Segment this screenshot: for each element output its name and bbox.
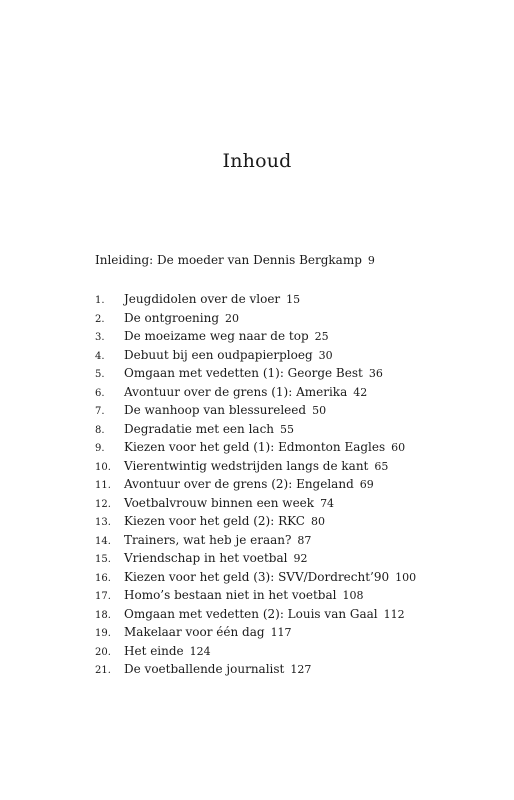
chapter-page-number: 112	[383, 607, 405, 621]
chapter-page-number: 80	[310, 515, 325, 528]
chapter-number: 19.	[95, 628, 111, 639]
chapter-page-number: 92	[293, 552, 308, 565]
chapter-number: 3.	[95, 332, 105, 343]
chapter-title: Jeugdidolen over de vloer	[124, 292, 281, 306]
chapter-number: 14.	[95, 535, 111, 547]
chapter-page-number: 25	[314, 330, 329, 343]
page-title: Inhoud	[222, 150, 292, 172]
chapter-title: Degradatie met een lach	[124, 421, 275, 436]
chapter-title: Vierentwintig wedstrijden langs de kant	[124, 458, 369, 473]
toc-entry	[95, 383, 416, 402]
chapter-title: Trainers, wat heb je eraan?	[124, 532, 292, 547]
chapter-number: 7.	[95, 406, 105, 417]
toc-entry	[95, 642, 416, 661]
toc-entry	[95, 494, 416, 513]
chapter-number: 1.	[95, 295, 105, 306]
chapter-title: Het einde	[124, 643, 184, 658]
chapter-page-number: 30	[318, 348, 333, 362]
chapter-number: 13.	[95, 517, 111, 528]
toc-entry	[95, 420, 416, 439]
chapter-number: 11.	[95, 480, 111, 491]
chapter-page-number: 42	[353, 385, 368, 399]
chapter-title: Debuut bij een oudpapierploeg	[124, 347, 313, 362]
chapter-page-number: 55	[280, 422, 295, 436]
toc-entry	[95, 512, 416, 531]
chapter-number: 12.	[95, 498, 111, 510]
chapter-page-number: 124	[189, 644, 211, 658]
intro-title: Inleiding: De moeder van Dennis Bergkamp	[95, 253, 362, 267]
toc-intro-entry	[95, 253, 375, 267]
chapter-page-number: 69	[359, 478, 374, 491]
chapter-page-number: 87	[297, 533, 312, 547]
chapter-title: Avontuur over de grens (1): Amerika	[124, 384, 348, 399]
chapter-title: De moeizame weg naar de top	[124, 329, 309, 343]
toc-entry	[95, 364, 416, 383]
toc-entry	[95, 457, 416, 476]
toc-entry	[95, 623, 416, 642]
chapter-number: 15.	[95, 554, 111, 565]
toc-entry	[95, 549, 416, 568]
toc-entry	[95, 290, 416, 309]
chapter-number: 16.	[95, 572, 111, 584]
toc-entry	[95, 309, 416, 328]
chapter-page-number: 60	[391, 441, 406, 454]
toc-entry	[95, 660, 416, 679]
chapter-title: De ontgroening	[124, 310, 220, 325]
chapter-title: Omgaan met vedetten (2): Louis van Gaal	[124, 606, 378, 621]
chapter-page-number: 36	[368, 367, 383, 380]
chapter-page-number: 50	[312, 404, 327, 417]
toc-entry	[95, 586, 416, 605]
chapter-number: 5.	[95, 369, 105, 380]
chapter-number: 9.	[95, 443, 105, 454]
chapter-title: Voetbalvrouw binnen een week	[124, 495, 315, 510]
chapter-page-number: 20	[225, 311, 240, 325]
chapter-number: 21.	[95, 665, 111, 676]
chapter-title: Omgaan met vedetten (1): George Best	[124, 366, 363, 380]
chapter-title: De voetballende journalist	[124, 662, 285, 676]
toc-entry	[95, 438, 416, 457]
chapter-number: 10.	[95, 461, 111, 473]
chapter-page-number: 15	[286, 293, 301, 306]
chapter-page-number: 100	[395, 570, 417, 584]
chapter-title: Makelaar voor één dag	[124, 625, 265, 639]
chapter-page-number: 74	[320, 496, 335, 510]
toc-entry	[95, 346, 416, 365]
chapter-page-number: 108	[342, 589, 364, 602]
chapter-page-number: 127	[290, 663, 312, 676]
toc-entry	[95, 401, 416, 420]
chapter-title: Kiezen voor het geld (1): Edmonton Eagles	[124, 440, 386, 454]
table-of-contents	[95, 290, 416, 679]
chapter-number: 4.	[95, 350, 105, 362]
toc-entry	[95, 568, 416, 587]
toc-entry	[95, 531, 416, 550]
intro-page-number: 9	[367, 254, 375, 267]
chapter-title: Vriendschap in het voetbal	[124, 551, 288, 565]
toc-entry	[95, 475, 416, 494]
chapter-title: Homo’s bestaan niet in het voetbal	[124, 588, 337, 602]
chapter-title: De wanhoop van blessureleed	[124, 403, 307, 417]
chapter-number: 8.	[95, 424, 105, 436]
chapter-number: 6.	[95, 387, 105, 399]
chapter-page-number: 117	[270, 626, 292, 639]
chapter-title: Kiezen voor het geld (3): SVV/Dordrecht’90	[124, 569, 390, 584]
chapter-number: 18.	[95, 609, 111, 621]
chapter-title: Avontuur over de grens (2): Engeland	[124, 477, 354, 491]
chapter-number: 2.	[95, 313, 105, 325]
chapter-page-number: 65	[374, 459, 389, 473]
chapter-title: Kiezen voor het geld (2): RKC	[124, 514, 305, 528]
chapter-number: 20.	[95, 646, 111, 658]
chapter-number: 17.	[95, 591, 111, 602]
toc-entry	[95, 605, 416, 624]
toc-entry	[95, 327, 416, 346]
